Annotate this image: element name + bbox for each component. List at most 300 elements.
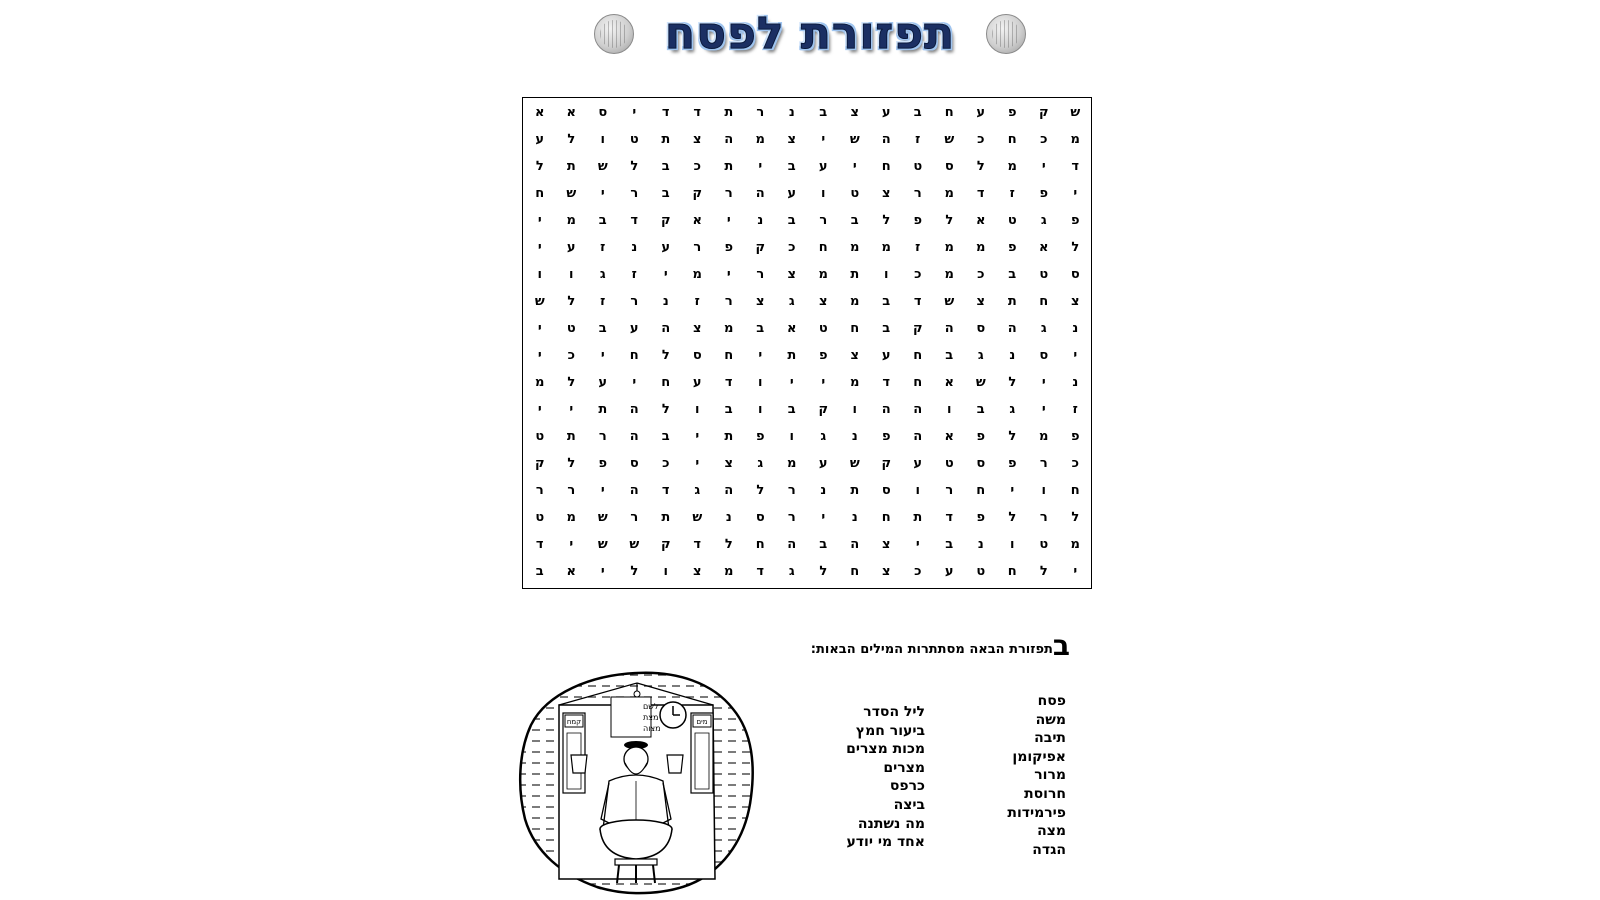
grid-cell: ו — [758, 375, 763, 390]
grid-cell: ע — [692, 375, 702, 390]
grid-cell: ט — [944, 456, 954, 471]
grid-cell: ח — [850, 564, 860, 579]
grid-cell: ב — [787, 213, 796, 228]
grid-cell: ל — [1008, 375, 1017, 390]
grid-cell: ס — [944, 159, 954, 174]
grid-cell: ר — [724, 294, 733, 309]
grid-cell: נ — [788, 105, 795, 120]
grid-cell: מ — [755, 132, 765, 147]
grid-cell: ב — [882, 321, 891, 336]
grid-cell: ש — [944, 294, 955, 309]
grid-row — [523, 450, 1091, 477]
grid-cell: ג — [820, 429, 827, 444]
grid-cell: ה — [787, 537, 797, 552]
grid-row — [523, 153, 1091, 180]
grid-cell: מ — [944, 267, 954, 282]
word-list-item: כרפס — [889, 778, 925, 795]
grid-cell: ר — [598, 429, 607, 444]
grid-cell: ע — [818, 456, 828, 471]
grid-cell: צ — [787, 132, 796, 147]
grid-cell: צ — [882, 537, 891, 552]
word-list-right — [1007, 692, 1066, 859]
grid-cell: ט — [850, 186, 860, 201]
grid-cell: ה — [1007, 321, 1017, 336]
grid-cell: ר — [630, 186, 639, 201]
grid-cell: ד — [535, 537, 544, 552]
grid-cell: ח — [1007, 132, 1017, 147]
grid-cell: ל — [567, 375, 576, 390]
word-list-item: אפיקומן — [1012, 748, 1066, 765]
grid-cell: ש — [849, 456, 860, 471]
grid-cell: ט — [1039, 267, 1049, 282]
grid-cell: ג — [1040, 321, 1047, 336]
grid-cell: ח — [1007, 564, 1017, 579]
word-list-item: אחד מי יודע — [846, 834, 925, 851]
grid-row — [523, 288, 1091, 315]
grid-cell: ב — [661, 186, 670, 201]
grid-cell: פ — [818, 348, 828, 363]
grid-cell: ח — [629, 348, 639, 363]
sign-line-3: מצוה — [643, 724, 661, 733]
word-list-item: ליל הסדר — [863, 704, 925, 720]
grid-cell: ו — [1041, 483, 1046, 498]
grid-cell: ס — [692, 348, 702, 363]
grid-cell: ה — [881, 132, 891, 147]
grid-cell: פ — [1039, 186, 1049, 201]
grid-cell: כ — [914, 564, 922, 579]
grid-cell: י — [852, 159, 857, 174]
grid-cell: כ — [788, 240, 796, 255]
grid-cell: ס — [976, 321, 986, 336]
word-list-item: משה — [1035, 711, 1066, 728]
grid-cell: ד — [693, 537, 702, 552]
grid-cell: ס — [1070, 267, 1080, 282]
grid-cell: ח — [1070, 483, 1080, 498]
grid-cell: ת — [913, 510, 923, 525]
grid-row — [523, 315, 1091, 342]
grid-cell: ל — [724, 537, 733, 552]
grid-cell: ר — [756, 267, 765, 282]
grid-cell: פ — [1070, 429, 1080, 444]
grid-cell: י — [537, 213, 542, 228]
word-list-item: תיבה — [1034, 730, 1066, 747]
grid-cell: נ — [820, 483, 827, 498]
grid-cell: ל — [567, 456, 576, 471]
grid-cell: מ — [1007, 159, 1017, 174]
grid-cell: ר — [535, 483, 544, 498]
grid-cell: י — [758, 159, 763, 174]
grid-cell: ד — [945, 510, 954, 525]
grid-cell: ת — [566, 429, 576, 444]
grid-cell: ח — [1039, 294, 1049, 309]
grid-cell: ל — [1008, 510, 1017, 525]
grid-cell: ש — [1070, 105, 1081, 120]
grid-cell: ע — [881, 105, 891, 120]
grid-cell: ו — [915, 483, 920, 498]
grid-cell: כ — [977, 132, 985, 147]
grid-cell: ב — [913, 105, 922, 120]
grid-cell: י — [821, 510, 826, 525]
grid-cell: י — [695, 456, 700, 471]
grid-cell: ג — [599, 267, 606, 282]
grid-row — [523, 531, 1091, 558]
grid-cell: ו — [600, 132, 605, 147]
grid-cell: ל — [1071, 510, 1080, 525]
word-list-item: מצרים — [883, 759, 925, 776]
grid-cell: ז — [600, 294, 606, 309]
word-list-item: פירמידות — [1007, 804, 1066, 821]
grid-cell: ת — [724, 105, 734, 120]
grid-cell: צ — [976, 294, 985, 309]
grid-cell: ש — [597, 537, 608, 552]
grid-cell: ש — [597, 510, 608, 525]
grid-cell: ז — [915, 132, 921, 147]
grid-cell: מ — [976, 240, 986, 255]
grid-cell: ש — [975, 375, 986, 390]
grid-cell: ה — [944, 321, 954, 336]
grid-cell: ת — [850, 267, 860, 282]
grid-cell: מ — [850, 375, 860, 390]
grid-row — [523, 423, 1091, 450]
word-list-item: חרוסת — [1024, 785, 1066, 802]
grid-cell: צ — [693, 564, 702, 579]
grid-cell: ג — [788, 294, 795, 309]
grid-cell: ע — [976, 105, 986, 120]
grid-cell: ז — [600, 240, 606, 255]
instructions-body: תפזורת הבאה מסתתרות המילים הבאות: — [810, 642, 1053, 657]
grid-cell: ל — [567, 132, 576, 147]
grid-cell: ס — [1039, 348, 1049, 363]
page-title: תפזורת לפסח — [664, 8, 956, 59]
grid-cell: ע — [661, 240, 671, 255]
grid-cell: ת — [661, 510, 671, 525]
grid-cell: ק — [881, 456, 892, 471]
grid-cell: י — [695, 429, 700, 444]
grid-cell: ב — [850, 213, 859, 228]
grid-cell: ח — [724, 348, 734, 363]
grid-cell: י — [600, 564, 605, 579]
word-list-left — [846, 703, 925, 852]
word-list-item: מה נשתנה — [857, 815, 925, 832]
grid-cell: י — [726, 267, 731, 282]
grid-cell: ה — [629, 429, 639, 444]
grid-row — [523, 99, 1091, 126]
grid-cell: ל — [661, 402, 670, 417]
grid-cell: ד — [1071, 159, 1080, 174]
grid-cell: ע — [913, 456, 923, 471]
grid-cell: מ — [1039, 429, 1049, 444]
grid-cell: ת — [566, 159, 576, 174]
grid-cell: ר — [945, 483, 954, 498]
grid-cell: א — [787, 321, 797, 336]
grid-cell: ז — [1009, 186, 1015, 201]
grid-cell: מ — [944, 186, 954, 201]
grid-cell: ק — [660, 213, 671, 228]
word-list-item: ביעור חמץ — [855, 722, 925, 739]
grid-row — [523, 504, 1091, 531]
grid-cell: ת — [1007, 294, 1017, 309]
grid-cell: ל — [630, 159, 639, 174]
grid-cell: מ — [881, 240, 891, 255]
grid-cell: י — [600, 186, 605, 201]
grid-cell: י — [663, 267, 668, 282]
grid-cell: מ — [692, 267, 702, 282]
word-list-item: מצה — [1037, 823, 1066, 840]
grid-cell: כ — [567, 348, 575, 363]
grid-cell: נ — [1072, 321, 1079, 336]
grid-cell: נ — [662, 294, 669, 309]
grid-cell: נ — [977, 537, 984, 552]
grid-cell: ק — [692, 186, 703, 201]
grid-cell: ה — [755, 186, 765, 201]
grid-cell: פ — [1007, 240, 1017, 255]
grid-cell: ע — [535, 132, 545, 147]
grid-row — [523, 558, 1091, 585]
grid-cell: פ — [976, 429, 986, 444]
grid-cell: ו — [758, 402, 763, 417]
grid-cell: ר — [819, 213, 828, 228]
grid-row — [523, 261, 1091, 288]
grid-cell: ע — [944, 564, 954, 579]
grid-cell: ר — [787, 510, 796, 525]
grid-cell: ב — [756, 321, 765, 336]
grid-cell: ח — [850, 321, 860, 336]
grid-cell: ד — [913, 294, 922, 309]
grid-cell: י — [821, 375, 826, 390]
sign-line-1: לשם — [643, 702, 659, 711]
grid-cell: ו — [537, 267, 542, 282]
grid-cell: ל — [661, 348, 670, 363]
grid-cell: ו — [821, 186, 826, 201]
grid-cell: א — [692, 213, 702, 228]
grid-row — [523, 234, 1091, 261]
grid-cell: ל — [945, 213, 954, 228]
grid-cell: כ — [914, 267, 922, 282]
grid-cell: פ — [598, 456, 608, 471]
grid-cell: א — [976, 213, 986, 228]
grid-cell: ג — [757, 456, 764, 471]
grid-cell: ה — [661, 321, 671, 336]
grid-cell: פ — [1070, 213, 1080, 228]
matza-icon — [986, 14, 1026, 54]
grid-cell: צ — [693, 132, 702, 147]
grid-cell: ר — [1039, 456, 1048, 471]
grid-cell: ג — [1040, 213, 1047, 228]
word-list-item: מרור — [1034, 767, 1066, 784]
grid-cell: י — [789, 375, 794, 390]
grid-cell: ס — [629, 456, 639, 471]
grid-cell: ו — [663, 564, 668, 579]
grid-cell: י — [1041, 402, 1046, 417]
grid-cell: ד — [976, 186, 985, 201]
grid-cell: נ — [1072, 375, 1079, 390]
grid-cell: מ — [944, 240, 954, 255]
grid-cell: ע — [566, 240, 576, 255]
grid-cell: ל — [535, 159, 544, 174]
word-list-item: הגדה — [1032, 841, 1066, 858]
title-banner — [590, 6, 1030, 66]
grid-cell: ק — [912, 321, 923, 336]
grid-cell: י — [1073, 348, 1078, 363]
grid-cell: ק — [660, 537, 671, 552]
grid-row — [523, 180, 1091, 207]
grid-cell: ת — [661, 132, 671, 147]
grid-cell: י — [821, 132, 826, 147]
grid-cell: ד — [724, 375, 733, 390]
word-search-grid — [522, 97, 1092, 589]
grid-cell: ל — [567, 294, 576, 309]
matza-icon — [594, 14, 634, 54]
grid-cell: ז — [1072, 402, 1078, 417]
instructions-text — [780, 629, 1070, 662]
grid-cell: ט — [913, 159, 923, 174]
grid-cell: ז — [694, 294, 700, 309]
grid-cell: צ — [724, 456, 733, 471]
grid-cell: ת — [850, 483, 860, 498]
grid-cell: ב — [945, 348, 954, 363]
grid-cell: ש — [629, 537, 640, 552]
grid-cell: ו — [947, 402, 952, 417]
grid-cell: י — [1073, 186, 1078, 201]
grid-cell: ס — [881, 483, 891, 498]
grid-cell: כ — [1040, 132, 1048, 147]
grid-cell: פ — [1007, 105, 1017, 120]
grid-cell: ב — [535, 564, 544, 579]
grid-cell: ח — [881, 159, 891, 174]
grid-cell: ש — [692, 510, 703, 525]
grid-cell: ש — [534, 294, 545, 309]
grid-cell: י — [600, 483, 605, 498]
grid-cell: מ — [850, 294, 860, 309]
grid-cell: ה — [629, 483, 639, 498]
sign-line-2: מצת — [643, 713, 659, 722]
grid-cell: ט — [1007, 213, 1017, 228]
grid-cell: צ — [693, 321, 702, 336]
grid-cell: ת — [724, 159, 734, 174]
grid-cell: ה — [724, 483, 734, 498]
grid-cell: ח — [913, 348, 923, 363]
grid-cell: ב — [787, 402, 796, 417]
grid-cell: י — [537, 321, 542, 336]
grid-cell: צ — [882, 186, 891, 201]
grid-row — [523, 126, 1091, 153]
grid-cell: י — [569, 537, 574, 552]
grid-cell: ר — [630, 294, 639, 309]
grid-cell: ח — [755, 537, 765, 552]
grid-cell: ל — [1008, 429, 1017, 444]
grid-cell: ע — [598, 375, 608, 390]
left-window-sign: קמח — [566, 718, 582, 726]
instructions-drop-letter: ב — [1052, 629, 1070, 662]
grid-cell: ר — [1039, 510, 1048, 525]
grid-row — [523, 342, 1091, 369]
grid-cell: ג — [788, 564, 795, 579]
grid-cell: א — [944, 375, 954, 390]
grid-cell: ס — [755, 510, 765, 525]
grid-cell: צ — [882, 564, 891, 579]
grid-cell: מ — [1070, 537, 1080, 552]
grid-cell: ב — [819, 537, 828, 552]
grid-cell: מ — [850, 240, 860, 255]
grid-cell: א — [535, 105, 545, 120]
grid-cell: ה — [913, 402, 923, 417]
grid-cell: ב — [976, 402, 985, 417]
grid-row — [523, 396, 1091, 423]
grid-cell: ח — [535, 186, 545, 201]
grid-cell: צ — [819, 294, 828, 309]
grid-cell: ט — [1039, 537, 1049, 552]
grid-cell: י — [915, 537, 920, 552]
word-list-item: ביצה — [893, 796, 925, 813]
grid-cell: ט — [629, 132, 639, 147]
grid-cell: צ — [787, 267, 796, 282]
grid-cell: מ — [566, 510, 576, 525]
grid-cell: ל — [1039, 564, 1048, 579]
grid-cell: ז — [915, 240, 921, 255]
grid-cell: ה — [881, 402, 891, 417]
grid-cell: י — [1041, 375, 1046, 390]
grid-cell: ל — [630, 564, 639, 579]
grid-cell: מ — [818, 267, 828, 282]
grid-cell: פ — [976, 510, 986, 525]
grid-cell: ב — [598, 213, 607, 228]
grid-cell: כ — [662, 456, 670, 471]
grid-cell: ה — [913, 429, 923, 444]
grid-cell: י — [1010, 483, 1015, 498]
grid-cell: ה — [629, 402, 639, 417]
grid-cell: ל — [882, 213, 891, 228]
grid-cell: ל — [819, 564, 828, 579]
grid-cell: כ — [693, 159, 701, 174]
grid-cell: ב — [787, 159, 796, 174]
grid-cell: נ — [851, 429, 858, 444]
grid-cell: ר — [693, 240, 702, 255]
grid-cell: ק — [818, 402, 829, 417]
grid-cell: ס — [976, 456, 986, 471]
right-window-sign: מים — [696, 718, 708, 726]
grid-cell: ה — [724, 132, 734, 147]
grid-cell: ו — [789, 429, 794, 444]
grid-cell: ב — [945, 537, 954, 552]
grid-cell: ז — [631, 267, 637, 282]
grid-cell: צ — [1071, 294, 1080, 309]
grid-row — [523, 207, 1091, 234]
grid-cell: ב — [819, 105, 828, 120]
grid-cell: ו — [1010, 537, 1015, 552]
grid-cell: י — [726, 213, 731, 228]
grid-cell: ע — [818, 159, 828, 174]
grid-cell: כ — [1071, 456, 1079, 471]
grid-cell: ח — [661, 375, 671, 390]
grid-cell: י — [537, 402, 542, 417]
grid-cell: ת — [787, 348, 797, 363]
grid-cell: ק — [1038, 105, 1049, 120]
grid-cell: ו — [884, 267, 889, 282]
grid-cell: ש — [849, 132, 860, 147]
grid-cell: ר — [630, 510, 639, 525]
grid-cell: ו — [569, 267, 574, 282]
grid-cell: ל — [1071, 240, 1080, 255]
grid-row — [523, 369, 1091, 396]
grid-cell: י — [1073, 564, 1078, 579]
grid-cell: ד — [882, 375, 891, 390]
grid-cell: ב — [598, 321, 607, 336]
grid-cell: ד — [661, 105, 670, 120]
grid-cell: ב — [1008, 267, 1017, 282]
grid-cell: ב — [661, 429, 670, 444]
grid-cell: י — [632, 105, 637, 120]
grid-cell: ב — [724, 402, 733, 417]
